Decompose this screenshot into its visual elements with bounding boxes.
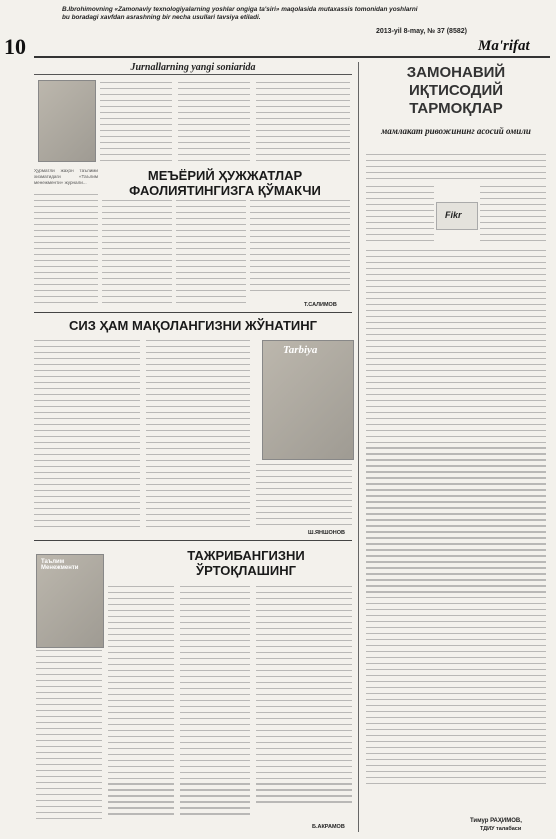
article3-col3 <box>180 586 250 828</box>
article4-col-right <box>480 186 546 246</box>
article2-headline: СИЗ ҲАМ МАҚОЛАНГИЗНИ ЖЎНАТИНГ <box>68 318 318 333</box>
divider <box>34 540 352 541</box>
article1-body-b <box>102 200 172 310</box>
page-number: 10 <box>4 34 26 59</box>
fikr-label: Fikr <box>445 210 462 220</box>
article3-headline: ТАЖРИБАНГИЗНИ ЎРТОҚЛАШИНГ <box>187 548 305 578</box>
article4-lead <box>366 154 546 184</box>
article3-author: Б.АКРАМОВ <box>312 824 345 830</box>
article1-col1 <box>100 82 172 166</box>
article1-intro: Ҳурматли жаҳон таълими хизматидаги «Таълим менежменти» журнали... <box>34 168 98 186</box>
section-title: Ma'rifat <box>478 38 530 54</box>
magazine-cover-menejment <box>36 554 104 648</box>
divider <box>34 312 352 313</box>
article3-col4 <box>256 586 352 820</box>
fikr-icon <box>436 202 478 230</box>
column-divider <box>358 62 359 832</box>
kicker-text: Jurnallarning yangi soniarida <box>130 62 256 73</box>
article4-subtitle: мамлакат ривожининг асосий омили <box>381 126 531 136</box>
article1-author: Т.САЛИМОВ <box>304 302 337 308</box>
article4-author-role: ТДИУ талабаси <box>480 826 522 832</box>
article1-headline: МЕЪЁРИЙ ҲУЖЖАТЛАР ФАОЛИЯТИНГИЗГА ҚЎМАКЧИ <box>129 168 321 198</box>
magazine-cover <box>38 80 96 162</box>
article1-body-c <box>176 200 246 310</box>
menejment-label: Таълим Менежменти <box>41 559 79 571</box>
article4-headline: ЗАМОНАВИЙ ИҚТИСОДИЙ ТАРМОҚЛАР <box>406 64 506 117</box>
article4-author-name: Тимур РАҲИМОВ, <box>470 818 522 824</box>
article4-col-left <box>366 186 434 246</box>
kicker-banner <box>34 62 352 75</box>
article3-col2 <box>108 586 174 828</box>
article2-author: Ш.ЯНШОНОВ <box>308 530 346 536</box>
tarbiya-label: Tarbiya <box>283 344 318 356</box>
article1-col2 <box>178 82 250 166</box>
article1-body-a <box>34 194 98 310</box>
article4-body <box>366 250 546 820</box>
article2-col2 <box>146 340 250 540</box>
header-slogan: B.Ibrohimovning «Zamonaviy texnologiyalarning yoshlar ongiga ta'siri» maqolasida mutaxassis tomonidan yoshlarni bu boradagi xavfdan asrashning bir necha usullari tavsiya etiladi. <box>62 6 418 21</box>
magazine-cover-tarbiya <box>262 340 354 460</box>
issue-date: 2013-yil 8-may, № 37 (8582) <box>376 28 467 35</box>
header-rule <box>34 56 550 58</box>
article2-col3 <box>256 464 352 528</box>
article1-body-d <box>250 200 350 302</box>
article2-col1 <box>34 340 140 540</box>
article1-col3 <box>256 82 350 166</box>
article3-col1 <box>36 650 102 828</box>
